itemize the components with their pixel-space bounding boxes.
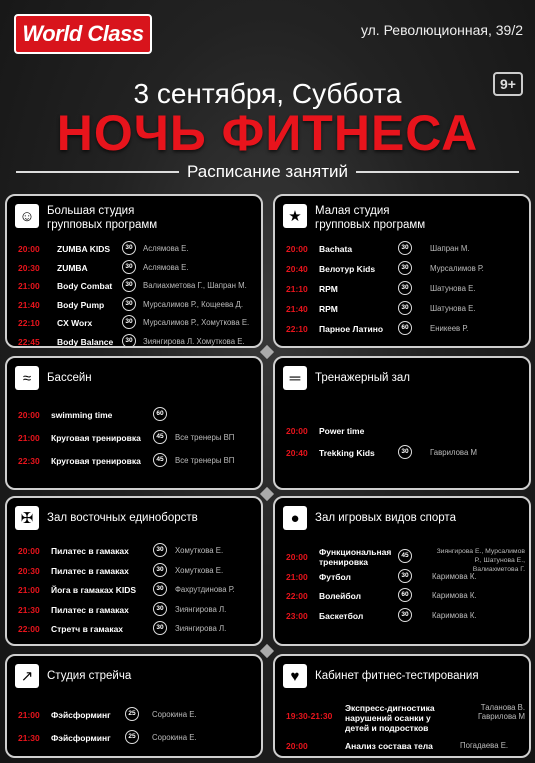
schedule-row (7, 314, 261, 332)
trainer-name: Сорокина Е. (152, 733, 197, 742)
schedule-row (275, 587, 529, 605)
class-name: Пилатес в гамаках (51, 565, 129, 576)
martial-arts-icon: ✠ (15, 506, 39, 530)
class-time: 22:10 (286, 324, 308, 334)
duration-badge: 25 (125, 730, 139, 744)
panel-title-line: Бассейн (47, 372, 92, 384)
class-time: 19:30-21:30 (286, 711, 333, 721)
panel-title (315, 664, 479, 683)
class-time: 22:45 (18, 336, 40, 347)
schedule-row (275, 422, 529, 440)
class-name: Body Balance (57, 336, 114, 347)
schedule-panel (5, 496, 263, 646)
schedule-row (275, 444, 529, 462)
schedule-row (275, 260, 529, 278)
schedule-panel (5, 356, 263, 490)
class-name: Экспресс-дигностика нарушений осанки у детей и подростков (345, 703, 435, 733)
schedule-panel (273, 356, 531, 490)
class-name: CX Worx (57, 318, 93, 328)
class-time: 21:00 (18, 433, 40, 443)
class-name: RPM (319, 304, 338, 314)
trainer-name: Шатунова Е. (430, 304, 476, 313)
event-headline: НОЧЬ ФИТНЕСА (56, 105, 479, 161)
class-time: 21:40 (286, 304, 308, 314)
schedule-subheading (16, 160, 519, 184)
class-time: 20:30 (18, 262, 40, 273)
duration-badge: 60 (398, 588, 412, 602)
schedule-row (7, 581, 261, 599)
class-name: Функциональная тренировка (319, 547, 392, 567)
trainer-name: Хомуткова Е. (175, 565, 224, 575)
schedule-panel (5, 654, 263, 758)
class-name: Пилатес в гамаках (51, 604, 129, 615)
logo: World Class (14, 14, 152, 54)
duration-badge: 45 (153, 453, 167, 467)
panel-title-line: Малая студия (315, 205, 390, 217)
schedule-row (7, 601, 261, 619)
age-rating-badge: 9+ (493, 72, 523, 96)
class-time: 22:30 (18, 456, 40, 466)
panel-header (283, 506, 456, 530)
trainer-name: Сорокина Е. (152, 710, 197, 719)
divider (356, 171, 519, 173)
dumbbell-icon: ═ (283, 366, 307, 390)
trainer-name: Валиахметова Г., Шапран М. (143, 281, 247, 290)
trainer-name: Таланова В. Гаврилова М (478, 703, 525, 721)
class-time: 20:00 (286, 426, 308, 436)
duration-badge: 60 (153, 407, 167, 421)
duration-badge: 30 (398, 241, 412, 255)
duration-badge: 30 (398, 445, 412, 459)
class-time: 20:40 (286, 264, 308, 274)
class-name: Стретч в гамаках (51, 624, 124, 634)
schedule-row (275, 703, 529, 733)
soccer-ball-icon: ● (283, 506, 307, 530)
class-time: 21:30 (18, 604, 40, 615)
panel-header (15, 366, 92, 390)
trainer-name: Шатунова Е. (430, 284, 476, 293)
class-name: ZUMBA (57, 262, 88, 273)
trainer-name: Аслямова Е. (143, 262, 189, 272)
schedule-panel (273, 654, 531, 758)
trainer-name: Еникеев Р. (430, 324, 469, 333)
class-name: Фэйсформинг (51, 710, 111, 720)
class-time: 20:00 (286, 552, 308, 562)
duration-badge: 30 (122, 334, 136, 348)
duration-badge: 30 (153, 543, 167, 557)
panel-title-line: Кабинет фитнес-тестирования (315, 670, 479, 682)
panel-title (315, 366, 410, 385)
swimmer-icon: ≈ (15, 366, 39, 390)
schedule-row (7, 277, 261, 295)
class-time: 20:00 (286, 244, 308, 254)
class-name: Фэйсформинг (51, 733, 111, 743)
panel-title-line: Зал восточных единоборств (47, 512, 198, 524)
schedule-row (7, 240, 261, 258)
trainer-name: Зиянгирова Е., Мурсалимов Р., Шатунова Е., Валиахметова Г. (436, 548, 525, 573)
duration-badge: 30 (153, 582, 167, 596)
trainer-name: Все тренеры ВП (175, 456, 235, 465)
decor-diamond (260, 644, 274, 658)
decor-diamond (260, 345, 274, 359)
class-time: 21:10 (286, 284, 308, 294)
class-time: 20:00 (18, 410, 40, 420)
class-time: 21:30 (18, 733, 40, 743)
panel-header (15, 506, 198, 530)
duration-badge: 30 (398, 608, 412, 622)
class-time: 20:00 (18, 244, 40, 254)
address: ул. Революционная, 39/2 (360, 22, 523, 38)
class-time: 22:10 (18, 318, 40, 328)
class-name: Пилатес в гамаках (51, 546, 129, 556)
class-name: RPM (319, 284, 338, 294)
trainer-name: Зиянгирова Л. (175, 624, 227, 633)
class-name: ZUMBA KIDS (57, 244, 111, 254)
class-name: Body Pump (57, 299, 105, 310)
duration-badge: 30 (153, 563, 167, 577)
panel-header (283, 366, 410, 390)
trainer-name: Все тренеры ВП (175, 433, 235, 442)
panel-title (47, 664, 131, 683)
panel-header (283, 204, 425, 232)
duration-badge: 30 (122, 278, 136, 292)
duration-badge: 30 (398, 569, 412, 583)
schedule-row (7, 562, 261, 580)
schedule-row (275, 320, 529, 338)
heart-pulse-icon: ♥ (283, 664, 307, 688)
panel-title (47, 366, 92, 385)
class-time: 20:00 (286, 741, 308, 751)
duration-badge: 60 (398, 321, 412, 335)
trainer-name: Мурсалимов Р., Хомуткова Е. (143, 318, 250, 327)
panel-title-line: групповых программ (47, 219, 158, 231)
duration-badge: 30 (122, 315, 136, 329)
class-time: 22:00 (18, 624, 40, 634)
trainer-name: Мурсалимов Р., Кощеева Д. (143, 299, 243, 309)
class-name: Trekking Kids (319, 448, 375, 458)
duration-badge: 25 (125, 707, 139, 721)
duration-badge: 30 (398, 301, 412, 315)
class-name: Power time (319, 426, 365, 436)
trainer-name: Каримова К. (432, 571, 477, 581)
trainer-name: Мурсалимов Р. (430, 264, 484, 273)
stretch-figure-icon: ↗ (15, 664, 39, 688)
class-time: 22:00 (286, 591, 308, 601)
schedule-row (275, 737, 529, 755)
decor-diamond (260, 487, 274, 501)
duration-badge: 30 (153, 602, 167, 616)
class-name: Баскетбол (319, 610, 364, 621)
class-time: 21:00 (18, 585, 40, 595)
class-time: 21:40 (18, 299, 40, 310)
class-time: 23:00 (286, 610, 308, 621)
schedule-row (7, 452, 261, 470)
schedule-panel (273, 496, 531, 646)
schedule-row (7, 296, 261, 314)
duration-badge: 45 (153, 430, 167, 444)
trainer-name: Фахрутдинова Р. (175, 585, 235, 594)
trainer-name: Гаврилова М (430, 448, 477, 457)
schedule-row (7, 706, 261, 724)
class-time: 21:00 (18, 710, 40, 720)
trainer-name: Зиянгирова Л. (175, 604, 227, 614)
duration-badge: 45 (398, 549, 412, 563)
class-name: Велотур Kids (319, 264, 376, 274)
schedule-row (7, 429, 261, 447)
panel-header (15, 664, 131, 688)
panel-header (283, 664, 479, 688)
class-name: Футбол (319, 571, 351, 582)
schedule-row (275, 607, 529, 625)
event-date: 3 сентября, Суббота (133, 78, 402, 109)
schedule-row (275, 300, 529, 318)
schedule-panel (273, 194, 531, 348)
schedule-row (275, 280, 529, 298)
panel-title-line: групповых программ (315, 219, 426, 231)
panel-title (47, 506, 198, 525)
subheading-text: Расписание занятий (186, 162, 349, 181)
class-name: Круговая тренировка (51, 456, 141, 466)
class-time: 20:40 (286, 448, 308, 458)
panel-header (15, 204, 157, 232)
trainer-name: Каримова К. (432, 610, 477, 620)
class-name: swimming time (51, 410, 113, 420)
panel-title-line: Студия стрейча (47, 670, 132, 682)
schedule-row (7, 729, 261, 747)
class-name: Йога в гамаках KIDS (51, 585, 137, 595)
schedule-row (7, 542, 261, 560)
duration-badge: 30 (398, 261, 412, 275)
duration-badge: 30 (122, 260, 136, 274)
trainer-name: Аслямова Е. (143, 244, 189, 253)
class-name: Круговая тренировка (51, 433, 141, 443)
trainer-name: Зиянгирова Л. Хомуткова Е. (143, 336, 245, 346)
duration-badge: 30 (122, 297, 136, 311)
schedule-row (7, 406, 261, 424)
person-silhouette-icon: ☺ (15, 204, 39, 228)
panel-title (315, 204, 425, 232)
trainer-name: Погадаева Е. (460, 741, 509, 750)
schedule-row (275, 547, 529, 573)
class-time: 20:30 (18, 565, 40, 576)
class-name: Body Combat (57, 281, 113, 291)
schedule-row (7, 620, 261, 638)
duration-badge: 30 (153, 621, 167, 635)
panel-title (47, 204, 157, 232)
schedule-row (275, 240, 529, 258)
schedule-row (7, 333, 261, 349)
panel-title (315, 506, 456, 525)
class-name: Анализ состава тела (345, 741, 433, 751)
class-time: 21:00 (286, 571, 308, 582)
duration-badge: 30 (122, 241, 136, 255)
class-time: 20:00 (18, 546, 40, 556)
divider (16, 171, 179, 173)
class-name: Bachata (319, 244, 353, 254)
trainer-name: Каримова К. (432, 591, 477, 600)
trainer-name: Хомуткова Е. (175, 546, 224, 555)
panel-title-line: Большая студия (47, 205, 135, 217)
class-name: Волейбол (319, 591, 361, 601)
schedule-row (275, 568, 529, 586)
dancer-icon: ★ (283, 204, 307, 228)
panel-title-line: Зал игровых видов спорта (315, 512, 456, 524)
schedule-row (7, 259, 261, 277)
panel-title-line: Тренажерный зал (315, 372, 411, 384)
duration-badge: 30 (398, 281, 412, 295)
class-name: Парное Латино (319, 324, 384, 334)
class-time: 21:00 (18, 281, 40, 291)
trainer-name: Шапран М. (430, 244, 470, 253)
schedule-panel (5, 194, 263, 348)
